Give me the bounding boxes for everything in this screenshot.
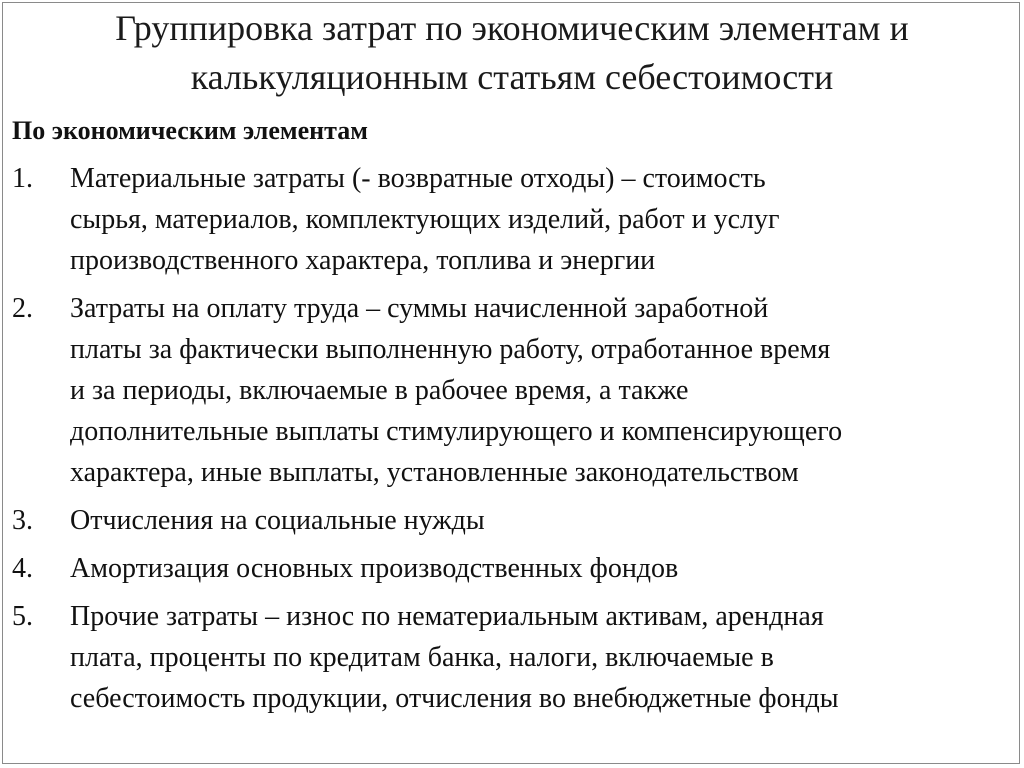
list-item-number: 2. [12,293,33,324]
slide-title [0,4,1024,102]
list-item-line: дополнительные выплаты стимулирующего и компенсирующего [70,416,843,447]
list-item [12,288,1018,493]
list-item [12,596,1018,719]
list-item-line: платы за фактически выполненную работу, отработанное время [70,334,831,365]
slide-title-line: калькуляционным статьям себестоимости [190,57,834,97]
list-item-line: и за периоды, включаемые в рабочее время, а также [70,375,689,406]
section-heading: По экономическим элементам [12,116,368,145]
list-item-line: Затраты на оплату труда – суммы начисленной заработной [70,293,769,324]
list-item-line: производственного характера, топлива и энергии [70,245,656,276]
list-item-line: Амортизация основных производственных фондов [70,553,679,584]
list-item-line: сырья, материалов, комплектующих изделий, работ и услуг [70,204,780,235]
list-item [12,500,1018,541]
list-item-text [70,288,1018,493]
list-item-line: Прочие затраты – износ по нематериальным активам, арендная [70,601,824,632]
list-item-text [70,158,1018,281]
list-item-line: характера, иные выплаты, установленные законодательством [70,457,799,488]
list-item-number: 3. [12,505,33,536]
list-item-line: Материальные затраты (- возвратные отходы) – стоимость [70,163,766,194]
list-item-number: 5. [12,601,33,632]
list-item-line: плата, проценты по кредитам банка, налоги, включаемые в [70,642,774,673]
list-item [12,158,1018,281]
list-item-text [70,596,1018,719]
list-item-line: себестоимость продукции, отчисления во внебюджетные фонды [70,683,839,714]
list-item-text [70,548,1018,589]
list-item-number: 1. [12,163,33,194]
list-item [12,548,1018,589]
cost-elements-list [12,158,1018,726]
list-item-number: 4. [12,553,33,584]
list-item-line: Отчисления на социальные нужды [70,505,485,536]
slide-title-line: Группировка затрат по экономическим элементам и [115,8,909,48]
list-item-text [70,500,1018,541]
